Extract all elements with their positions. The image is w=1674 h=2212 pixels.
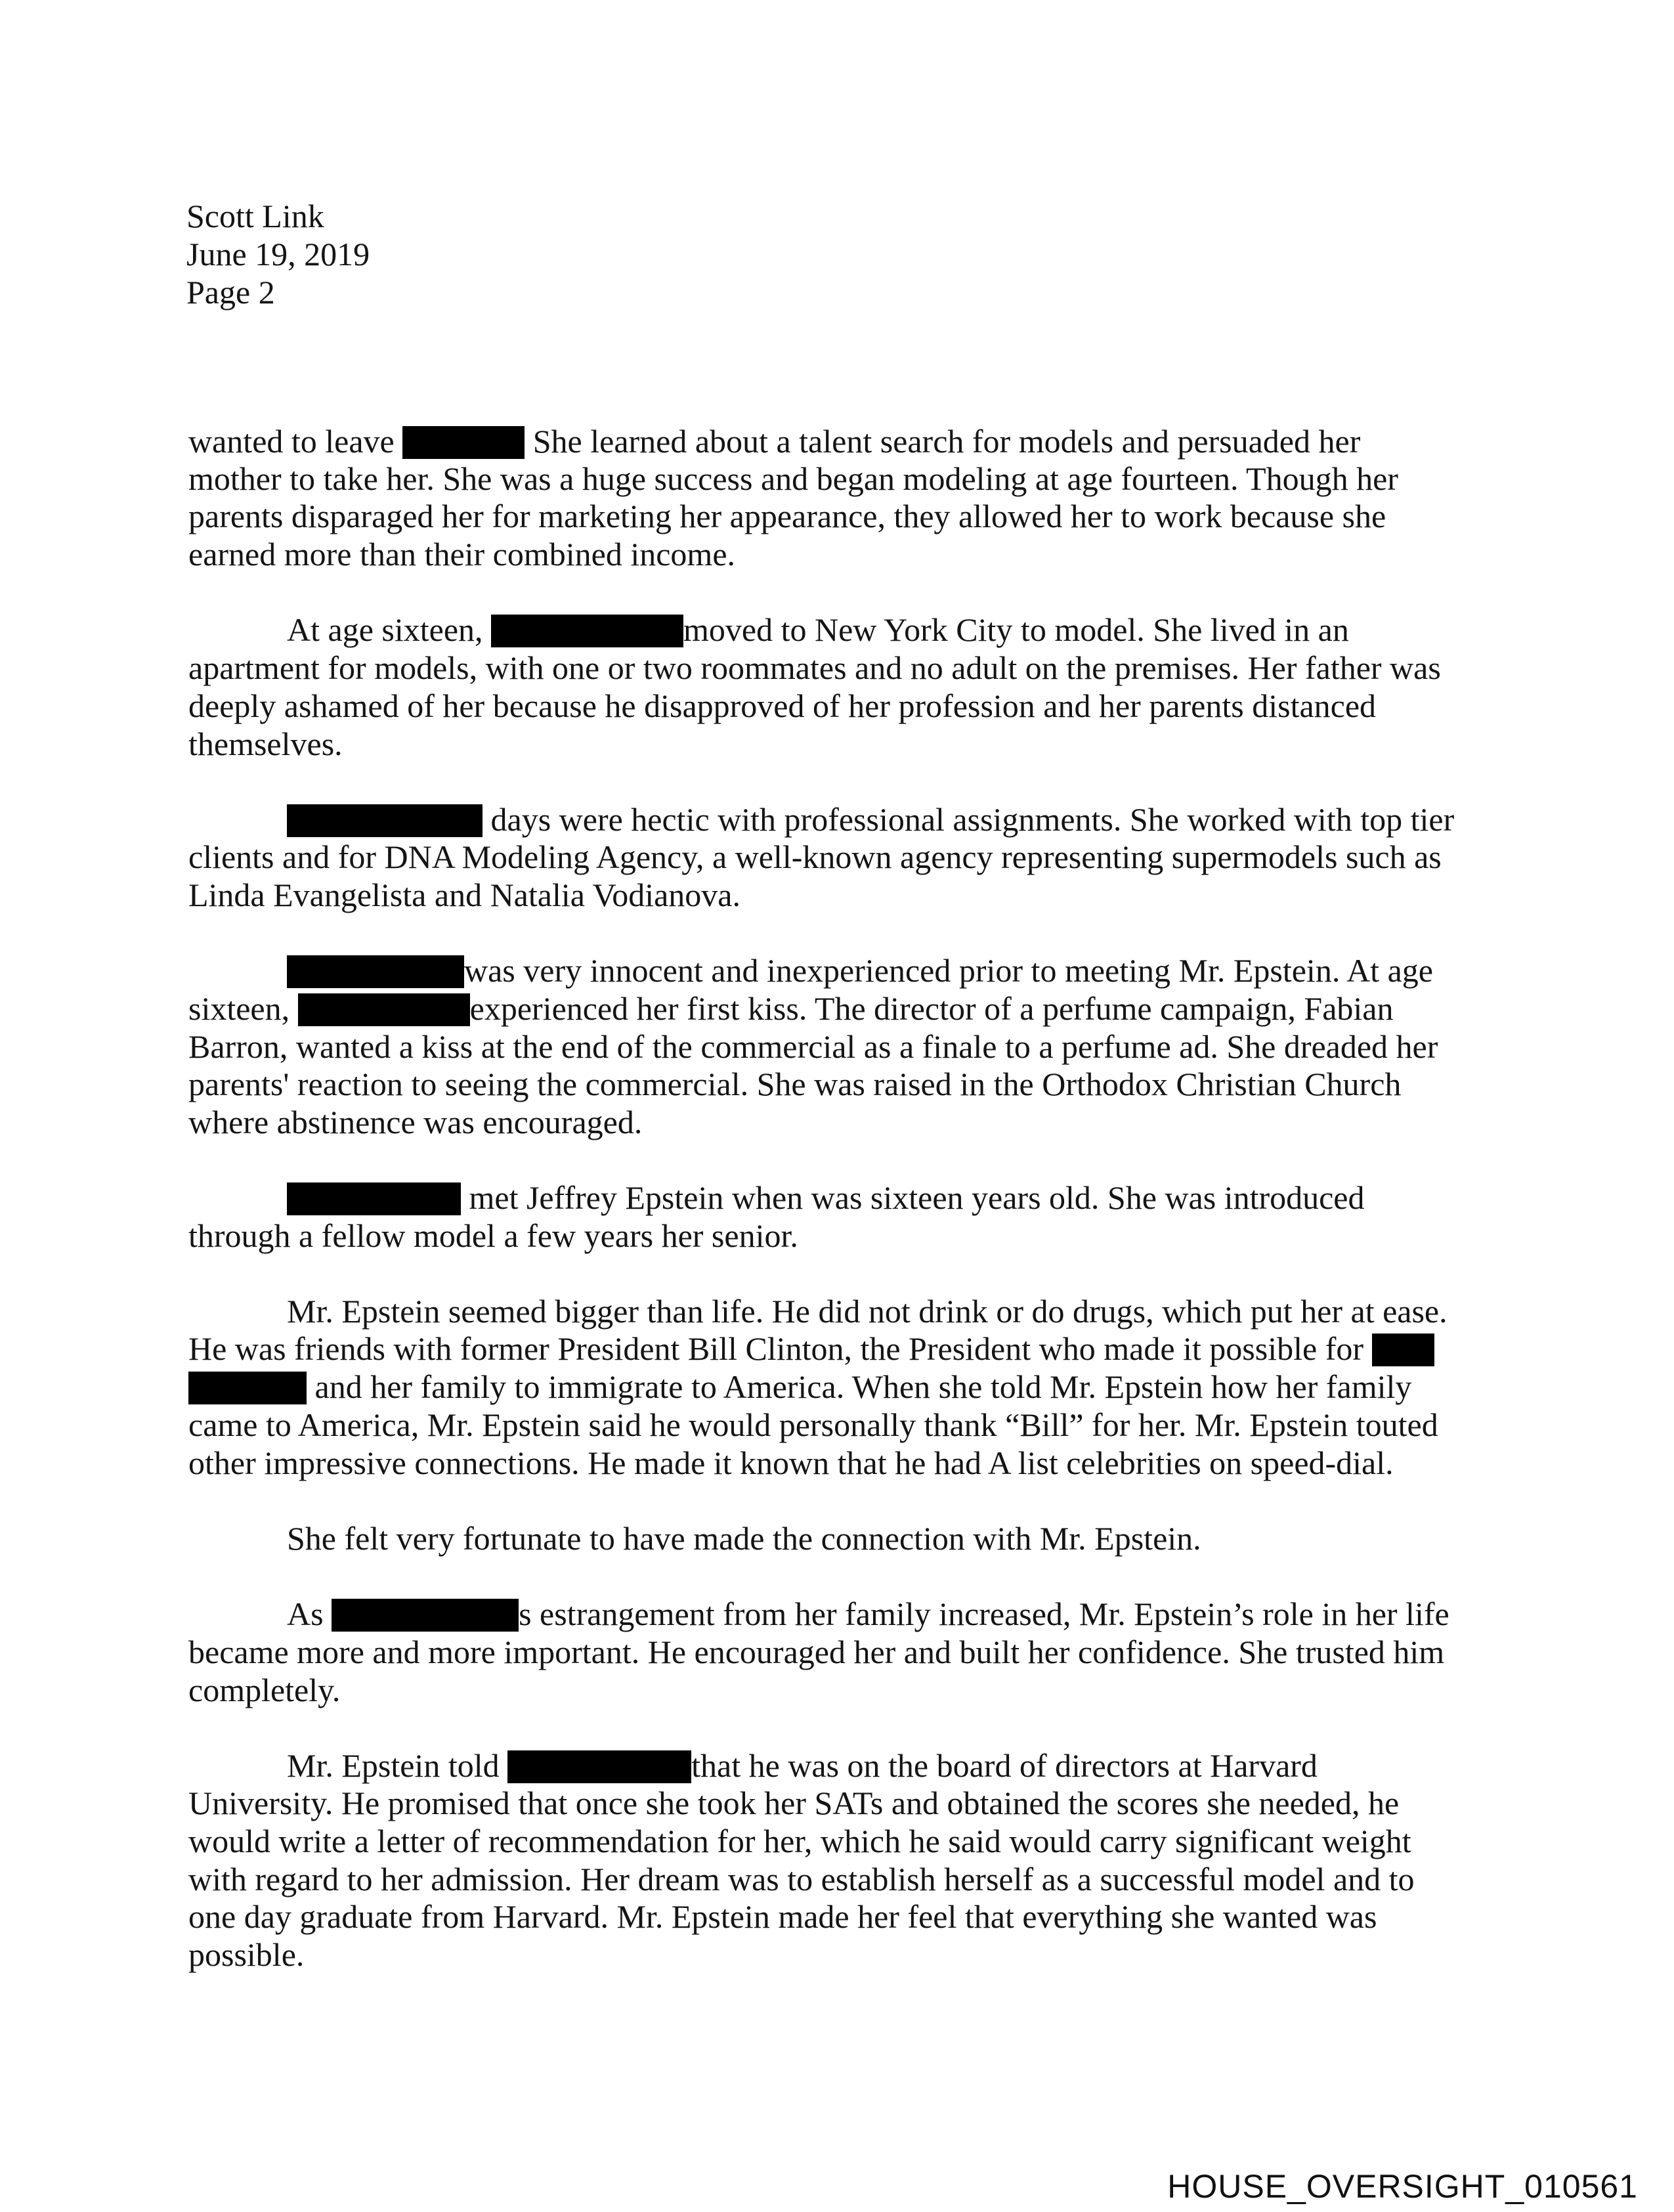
line-text: was very innocent and inexperienced prior to meeting Mr. Epstein. At age (464, 952, 1433, 989)
body-line (188, 422, 1360, 460)
body-line: through a fellow model a few years her senior. (188, 1217, 798, 1254)
body-line: mother to take her. She was a huge success and began modeling at age fourteen. Though her (188, 460, 1398, 497)
line-text: He was friends with former President Bill Clinton, the President who made it possible for (188, 1330, 1372, 1367)
body-line: clients and for DNA Modeling Agency, a well-known agency representing supermodels such as (188, 838, 1442, 875)
line-text: days were hectic with professional assignments. She worked with top tier (483, 801, 1455, 838)
body-line: would write a letter of recommendation for her, which he said would carry significant weight (188, 1823, 1411, 1859)
body-line (188, 1330, 1434, 1368)
body-line (287, 1595, 1449, 1633)
page-number: Page 2 (186, 274, 275, 311)
body-line: parents' reaction to seeing the commercial. She was raised in the Orthodox Christian Church (188, 1066, 1402, 1102)
body-line (188, 989, 1394, 1028)
line-text: and her family to immigrate to America. When she told Mr. Epstein how her family (307, 1368, 1412, 1405)
body-line: Mr. Epstein seemed bigger than life. He did not drink or do drugs, which put her at ease. (287, 1293, 1448, 1330)
redaction-box (402, 426, 525, 459)
redaction-box (287, 1182, 461, 1215)
line-text: As (287, 1595, 332, 1632)
body-line: one day graduate from Harvard. Mr. Epstein made her feel that everything she wanted was (188, 1898, 1377, 1935)
recipient-name: Scott Link (186, 198, 324, 234)
body-line: became more and more important. He encouraged her and built her confidence. She trusted him (188, 1634, 1445, 1670)
body-line: earned more than their combined income. (188, 536, 736, 573)
body-line (188, 1368, 1411, 1406)
letter-header (186, 197, 370, 311)
body-line: with regard to her admission. Her dream was to establish herself as a successful model and to (188, 1861, 1415, 1898)
redaction-box (332, 1599, 519, 1632)
redaction-box (287, 955, 464, 988)
body-line: Barron, wanted a kiss at the end of the commercial as a finale to a perfume ad. She dreaded her (188, 1028, 1438, 1065)
line-text: s estrangement from her family increased, Mr. Epstein’s role in her life (519, 1595, 1449, 1632)
line-text: She learned about a talent search for models and persuaded her (525, 423, 1361, 460)
body-line: parents disparaged her for marketing her appearance, they allowed her to work because she (188, 498, 1386, 534)
line-text: met Jeffrey Epstein when was sixteen years old. She was introduced (461, 1179, 1365, 1216)
redaction-box (188, 1372, 307, 1404)
body-line: came to America, Mr. Epstein said he would personally thank “Bill” for her. Mr. Epstein touted (188, 1406, 1438, 1443)
body-line: other impressive connections. He made it known that he had A list celebrities on speed-dial. (188, 1444, 1394, 1481)
body-line (287, 951, 1433, 989)
body-line: She felt very fortunate to have made the connection with Mr. Epstein. (287, 1520, 1201, 1557)
body-line: deeply ashamed of her because he disapproved of her profession and her parents distanced (188, 687, 1377, 724)
redaction-box (1372, 1334, 1434, 1366)
line-text: At age sixteen, (287, 611, 492, 648)
body-line (287, 611, 1349, 649)
body-line: Linda Evangelista and Natalia Vodianova. (188, 877, 740, 913)
line-text: moved to New York City to model. She lived in an (683, 611, 1349, 648)
body-line: possible. (188, 1936, 305, 1973)
redaction-box (491, 615, 683, 647)
line-text: Mr. Epstein told (287, 1747, 508, 1784)
body-line: University. He promised that once she took her SATs and obtained the scores she needed, he (188, 1785, 1400, 1821)
body-line (287, 800, 1454, 838)
line-text: experienced her first kiss. The director of a perfume campaign, Fabian (469, 990, 1394, 1027)
body-line: themselves. (188, 726, 343, 762)
redaction-box (298, 993, 470, 1026)
bates-number: HOUSE_OVERSIGHT_010561 (1167, 2168, 1638, 2205)
letter-date: June 19, 2019 (186, 236, 370, 272)
redaction-box (507, 1750, 691, 1783)
line-text: sixteen, (188, 990, 298, 1027)
line-text: wanted to leave (188, 423, 403, 460)
redaction-box (287, 804, 483, 837)
body-line (287, 1746, 1318, 1785)
line-text: that he was on the board of directors at Harvard (691, 1747, 1318, 1784)
body-line: completely. (188, 1672, 341, 1708)
body-line: where abstinence was encouraged. (188, 1104, 643, 1140)
body-line: apartment for models, with one or two roommates and no adult on the premises. Her father was (188, 649, 1441, 686)
body-line (287, 1179, 1365, 1217)
